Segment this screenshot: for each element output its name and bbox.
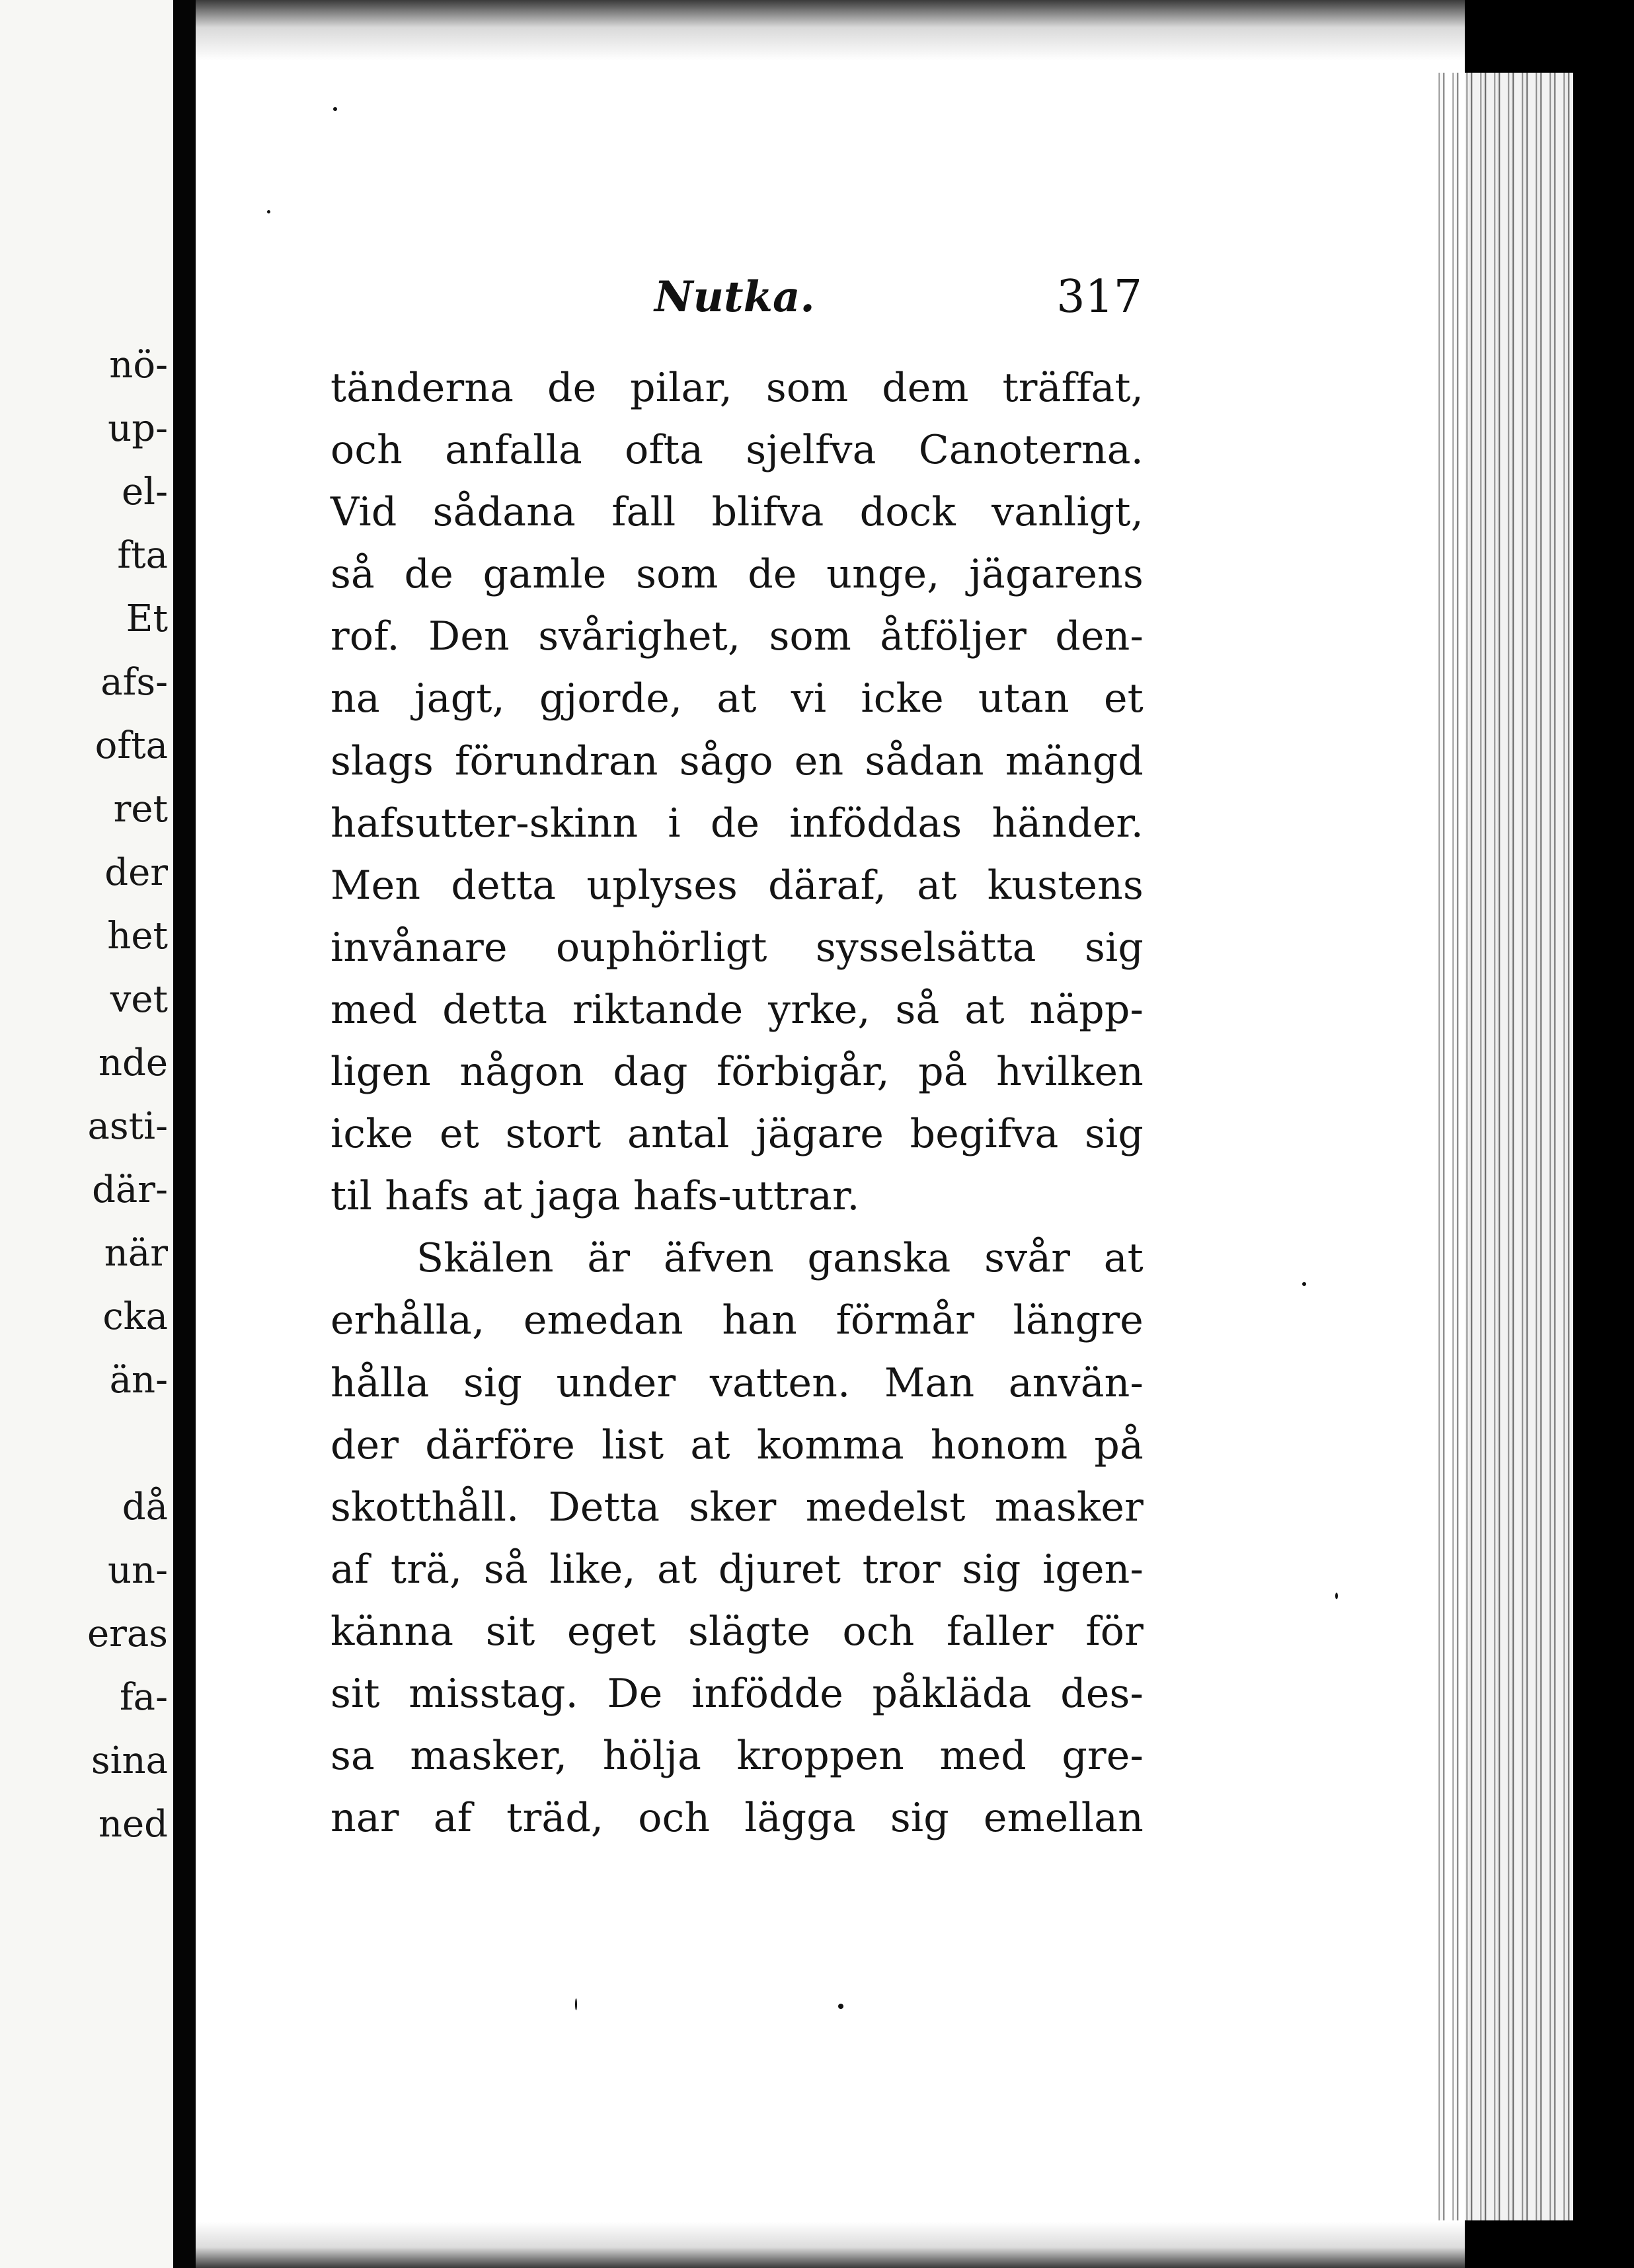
text-line: nar af träd, och lägga sig emellan <box>331 1795 1144 1842</box>
text-line: så de gamle som de unge, jägarens <box>331 551 1144 598</box>
text-line: der därföre list at komma honom på <box>331 1421 1144 1468</box>
text-line: slags förundran sågo en sådan mängd <box>331 737 1144 784</box>
text-line: hålla sig under vatten. Man använ- <box>331 1359 1144 1406</box>
book-gutter <box>173 0 196 2268</box>
text-line: icke et stort antal jägare begifva sig <box>331 1111 1144 1158</box>
body-text <box>331 357 1144 1849</box>
text-line: na jagt, gjorde, at vi icke utan et <box>331 675 1144 722</box>
left-fragment: där- <box>92 1168 168 1211</box>
left-fragment-blank <box>87 1412 168 1476</box>
left-fragment: el- <box>122 471 168 513</box>
left-fragment: ofta <box>95 724 168 767</box>
left-fragment: afs- <box>100 661 168 704</box>
text-line-indented: Skälen är äfven ganska svår at <box>416 1235 1144 1282</box>
left-fragment: ned <box>98 1803 168 1846</box>
page-number: 317 <box>1056 271 1142 323</box>
left-fragment: sina <box>91 1739 168 1782</box>
left-fragment: än- <box>109 1359 168 1402</box>
left-fragment: nde <box>98 1041 168 1084</box>
running-title: Nutka. <box>654 272 815 322</box>
page-bottom-shadow <box>196 2222 1465 2268</box>
left-fragment: vet <box>110 978 168 1021</box>
ink-speck <box>1335 1593 1338 1599</box>
left-facing-page <box>0 0 173 2268</box>
page-top-shadow <box>196 0 1465 61</box>
running-head <box>529 261 1190 334</box>
text-line: sa masker, hölja kroppen med gre- <box>331 1733 1144 1780</box>
left-fragment: un- <box>107 1549 168 1592</box>
left-fragment: fa- <box>119 1676 168 1719</box>
book-edge-shadow <box>1573 0 1634 2268</box>
left-page-text-fragments <box>87 334 168 1856</box>
text-line: af trä, så like, at djuret tror sig igen- <box>331 1546 1144 1593</box>
text-line: Men detta uplyses däraf, at kustens <box>331 862 1144 909</box>
ink-speck <box>333 107 337 111</box>
left-fragment: när <box>104 1232 168 1275</box>
left-fragment: eras <box>87 1612 168 1655</box>
ink-speck <box>267 210 270 213</box>
text-line: med detta riktande yrke, så at näpp- <box>331 986 1144 1033</box>
text-line: rof. Den svårighet, som åtföljer den- <box>331 613 1144 660</box>
text-line: känna sit eget slägte och faller för <box>331 1608 1144 1655</box>
ink-speck <box>838 2004 843 2009</box>
left-fragment: der <box>104 851 168 894</box>
left-fragment: het <box>107 915 168 958</box>
left-fragment: nö- <box>109 344 168 387</box>
text-line: invånare ouphörligt sysselsätta sig <box>331 924 1144 971</box>
ink-speck <box>1302 1282 1306 1286</box>
left-fragment: fta <box>117 534 168 577</box>
left-fragment: cka <box>102 1295 168 1338</box>
left-fragment: då <box>122 1486 168 1529</box>
ink-speck <box>575 1998 577 2010</box>
page-edges <box>1434 73 1573 2220</box>
text-line: hafsutter-skinn i de inföddas händer. <box>331 800 1144 847</box>
left-fragment: up- <box>108 407 168 450</box>
left-fragment: Et <box>126 597 168 640</box>
text-line: tänderna de pilar, som dem träffat, <box>331 365 1144 411</box>
text-line: sit misstag. De infödde påkläda des- <box>331 1670 1144 1717</box>
text-line: Vid sådana fall blifva dock vanligt, <box>331 489 1144 536</box>
text-line: och anfalla ofta sjelfva Canoterna. <box>331 427 1144 474</box>
left-fragment: asti- <box>87 1105 168 1148</box>
left-fragment: ret <box>113 788 168 831</box>
text-line: til hafs at jaga hafs-uttrar. <box>331 1173 860 1220</box>
text-line: erhålla, emedan han förmår längre <box>331 1297 1144 1344</box>
text-line: skotthåll. Detta sker medelst masker <box>331 1484 1144 1531</box>
text-line: ligen någon dag förbigår, på hvilken <box>331 1049 1144 1096</box>
